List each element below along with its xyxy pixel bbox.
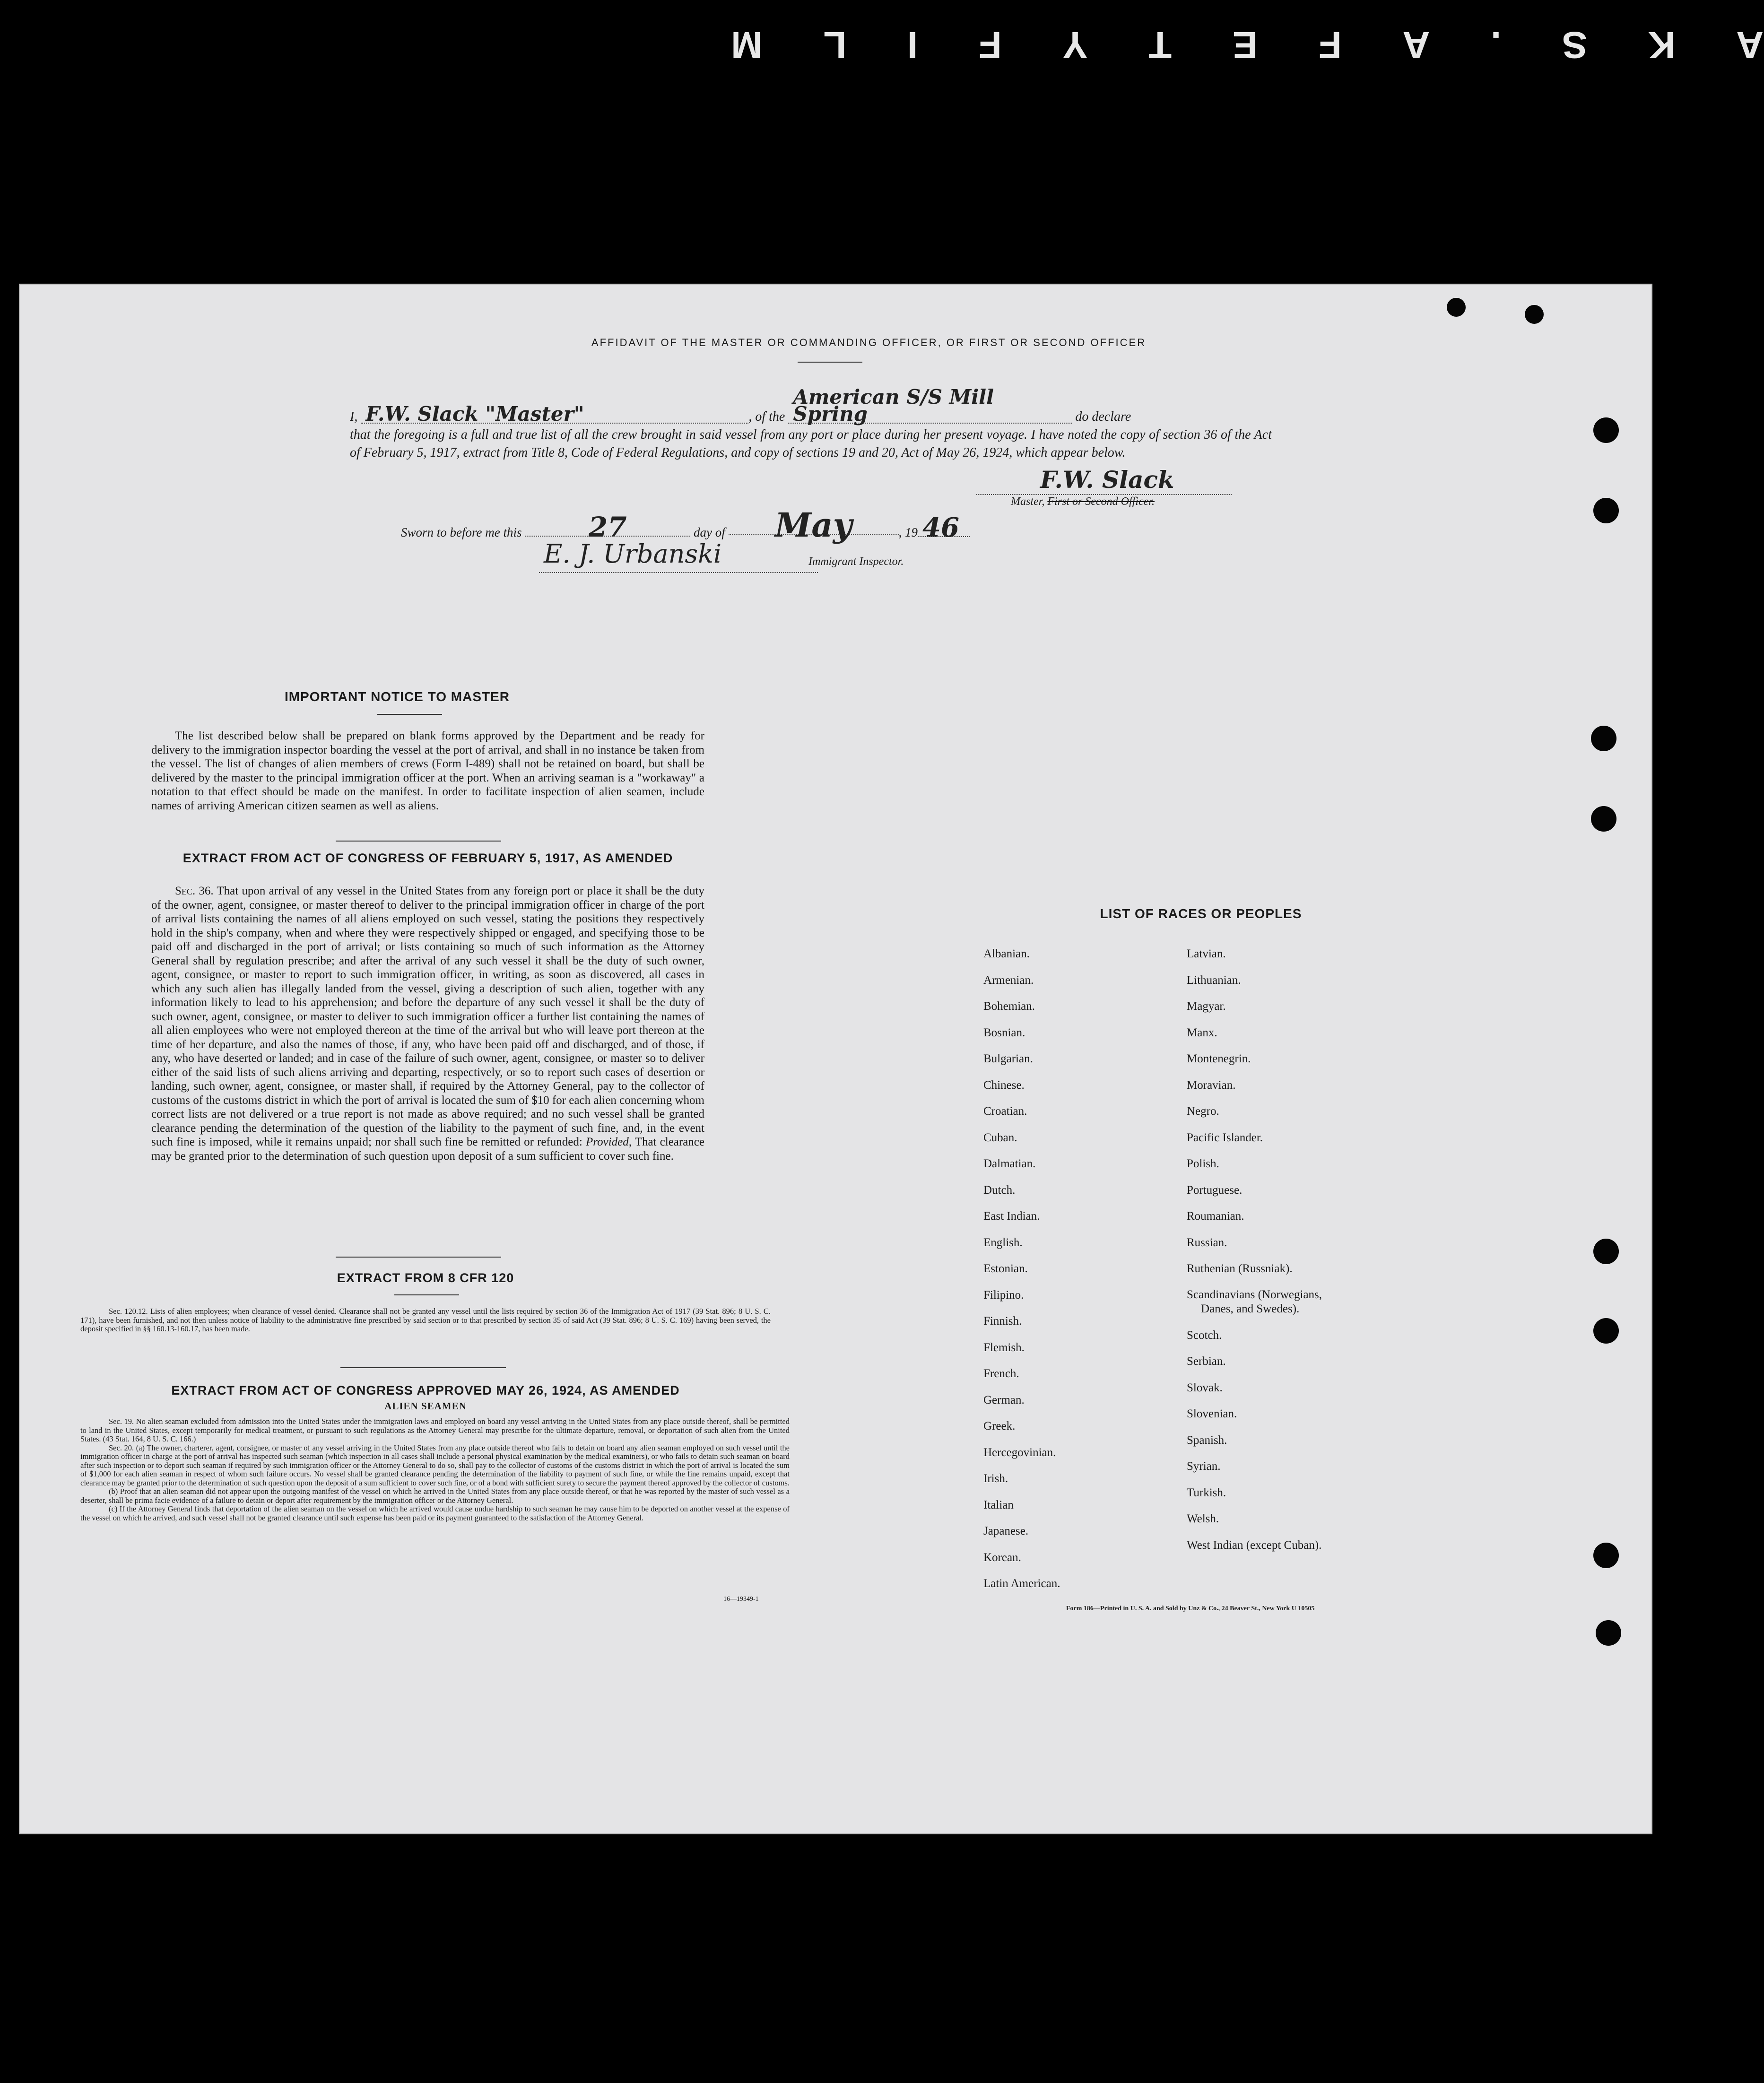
vessel-field: American S/S Mill Spring bbox=[788, 389, 1072, 424]
divider bbox=[394, 1294, 459, 1295]
sec20a-paragraph: Sec. 20. (a) The owner, charterer, agent, consignee, or master of any vessel arriving in the United States from any place outside thereof who fails to detain on board any alien seaman employed on such vessel until the immigration officer in charge at the port of arrival has inspected such seaman (which inspection in all cases shall include a personal physical examination by the medical examiners), or who fails to detain such seaman on board after such inspection or to deport such seaman if required by such immigration officer or the Attorney General to do so, shall pay to the collector of customs of the customs district in which the port of arrival is located the sum of $1,000 for each alien seaman in respect of whom such failure occurs. No vessel shall be granted clearance pending the determination of the liability to payment of such fine, or while the fine remains unpaid, except that clearance may be granted prior to the determination of such question upon the deposit of a sum sufficient to cover such fine, or of a bond with sufficient surety to secure the payment thereof approved by the collector of customs. bbox=[80, 1443, 790, 1487]
proviso-text: That clearance may be granted prior to the determination of such question upon deposit of a sum sufficient to cover such fine. bbox=[151, 1136, 704, 1163]
race-item: Polish. bbox=[1187, 1157, 1219, 1170]
divider bbox=[377, 714, 442, 715]
month-field: May bbox=[729, 517, 899, 535]
race-item: Croatian. bbox=[983, 1105, 1027, 1118]
declarant-field: F.W. Slack "Master" bbox=[361, 406, 748, 424]
punch-hole bbox=[1447, 298, 1466, 317]
sec36-label: Sec. 36. bbox=[175, 885, 214, 897]
race-item: Spanish. bbox=[1187, 1433, 1227, 1447]
races-column-2 bbox=[1187, 941, 1322, 1558]
race-item: Scandinavians (Norwegians, bbox=[1187, 1288, 1322, 1301]
master-title-label: Master, bbox=[1011, 495, 1045, 508]
race-item: French. bbox=[983, 1367, 1019, 1380]
race-item: Filipino. bbox=[983, 1288, 1024, 1302]
film-letter: K bbox=[1645, 24, 1676, 66]
races-title: LIST OF RACES OR PEOPLES bbox=[1100, 906, 1302, 921]
punch-hole bbox=[1593, 1543, 1619, 1568]
proviso-label: Provided, bbox=[586, 1136, 632, 1148]
punch-hole bbox=[1525, 305, 1544, 324]
affidavit-body: that the foregoing is a full and true list of all the crew brought in said vessel from any port or place during her present voyage. I have noted the copy of section 36 of the Act of February 5, 1917, extract from Title 8, Code of Federal Regulations, and copy of sections 19 and 20, Act of May 26, 1924, which appear below. bbox=[350, 427, 1272, 460]
sec19-paragraph: Sec. 19. No alien seaman excluded from admission into the United States under the immigration laws and employed on board any vessel arriving in the United States from any place outside thereof, shall be permitted to land in the United States, except temporarily for medical treatment, or pursuant to such regulations as the Attorney General may prescribe for the ultimate departure, removal, or deportation of such alien from the United States. (43 Stat. 164, 8 U. S. C. 166.) bbox=[80, 1417, 790, 1443]
punch-hole bbox=[1591, 806, 1616, 832]
document-page bbox=[19, 284, 1652, 1834]
affidavit-text bbox=[350, 385, 1272, 462]
race-item: Bohemian. bbox=[983, 1000, 1035, 1013]
race-item: Lithuanian. bbox=[1187, 973, 1241, 987]
race-item: Dalmatian. bbox=[983, 1157, 1036, 1170]
race-item: Estonian. bbox=[983, 1262, 1028, 1275]
film-edge-markings bbox=[728, 19, 1764, 71]
divider bbox=[336, 1257, 501, 1258]
punch-hole bbox=[1593, 1318, 1619, 1344]
do-declare-label: do declare bbox=[1075, 409, 1131, 424]
race-item: Flemish. bbox=[983, 1341, 1025, 1354]
race-item: Armenian. bbox=[983, 973, 1034, 987]
race-item: Chinese. bbox=[983, 1078, 1025, 1092]
race-item: Serbian. bbox=[1187, 1355, 1226, 1368]
divider bbox=[798, 362, 862, 363]
divider bbox=[336, 841, 501, 842]
race-item: Hercegovinian. bbox=[983, 1446, 1056, 1459]
film-letter: S bbox=[1559, 24, 1588, 66]
year-prefix: , 19 bbox=[898, 525, 918, 539]
notice-text: The list described below shall be prepared on blank forms approved by the Department and be ready for delivery to the immigration inspector boarding the vessel at the port of arrival, and shall in no instance be taken from the vessel. The list of changes of alien members of crews (Form I-489) shall not be retained on board, but shall be delivered by the master to the principal immigration officer at the port. When an arriving seaman is a "workaway" a notation to that effect should be made on the manifest. In order to facilitate inspection of alien seamen, include names of arriving American citizen seamen as well as aliens. bbox=[151, 729, 704, 812]
day-field: 27 bbox=[525, 519, 690, 537]
cfr-title: EXTRACT FROM 8 CFR 120 bbox=[337, 1271, 514, 1285]
race-item: Moravian. bbox=[1187, 1078, 1236, 1092]
inspector-title: Immigrant Inspector. bbox=[808, 555, 904, 568]
race-item: English. bbox=[983, 1236, 1023, 1249]
race-item: Negro. bbox=[1187, 1105, 1219, 1118]
race-item: Bosnian. bbox=[983, 1026, 1025, 1039]
punch-hole bbox=[1593, 1239, 1619, 1264]
punch-hole bbox=[1591, 726, 1616, 751]
race-item: Italian bbox=[983, 1498, 1014, 1511]
race-item: Syrian. bbox=[1187, 1460, 1221, 1473]
punch-hole bbox=[1596, 1620, 1621, 1646]
race-item: Dutch. bbox=[983, 1183, 1016, 1197]
extract-1917-text bbox=[151, 884, 704, 1163]
sec20b-paragraph: (b) Proof that an alien seaman did not appear upon the outgoing manifest of the vessel on which he arrived in the United States from any place outside thereof, or that he was reported by the master of such vessel as a deserter, shall be prima facie evidence of a failure to detain or deport after requirement by the immigration officer or the Attorney General. bbox=[80, 1487, 790, 1505]
race-item: Russian. bbox=[1187, 1236, 1227, 1249]
race-item: Finnish. bbox=[983, 1315, 1022, 1328]
race-item: Latvian. bbox=[1187, 947, 1226, 960]
signature-line bbox=[539, 572, 818, 573]
film-letter: A bbox=[1733, 24, 1764, 66]
race-item: Magyar. bbox=[1187, 1000, 1226, 1013]
race-item: Scotch. bbox=[1187, 1328, 1222, 1342]
race-item: Korean. bbox=[983, 1551, 1021, 1564]
race-item: Danes, and Swedes). bbox=[1201, 1302, 1300, 1315]
race-item: Manx. bbox=[1187, 1026, 1217, 1039]
film-letter: . bbox=[1487, 24, 1502, 66]
cfr-text: Sec. 120.12. Lists of alien employees; when clearance of vessel denied. Clearance shall not be granted any vessel until the lists required by section 36 of the Immigration Act of 1917 (39 Stat. 896; 8 U. S. C. 171), have been furnished, and not then unless notice of liability to the administrative fine prescribed by said section or to that prescribed by section 35 of said Act (39 Stat. 896; 8 U. S. C. 169) having been served, the deposit specified in §§ 160.13-160.17, has been made. bbox=[80, 1307, 771, 1333]
day-of-label: day of bbox=[694, 525, 725, 539]
race-item: Greek. bbox=[983, 1420, 1016, 1432]
race-item: Irish. bbox=[983, 1472, 1008, 1485]
year-field: 46 bbox=[918, 519, 970, 537]
race-item: Bulgarian. bbox=[983, 1052, 1033, 1065]
race-item: Roumanian. bbox=[1187, 1210, 1244, 1223]
sworn-line bbox=[401, 505, 970, 545]
race-item: Slovak. bbox=[1187, 1381, 1223, 1394]
film-letter: Y bbox=[1060, 24, 1088, 66]
race-item: Albanian. bbox=[983, 947, 1030, 960]
race-item: Ruthenian (Russniak). bbox=[1187, 1262, 1293, 1275]
race-item: East Indian. bbox=[983, 1210, 1040, 1223]
form-printer-info: Form 186—Printed in U. S. A. and Sold by Unz & Co., 24 Beaver St., New York U 10505 bbox=[1066, 1605, 1315, 1612]
film-letter: E bbox=[1229, 24, 1258, 66]
sworn-label: Sworn to before me this bbox=[401, 525, 522, 539]
film-letter: F bbox=[975, 24, 1002, 66]
extract-1924-text bbox=[80, 1417, 790, 1522]
race-item: Montenegrin. bbox=[1187, 1052, 1251, 1065]
race-item: German. bbox=[983, 1393, 1025, 1406]
film-letter: A bbox=[1399, 24, 1430, 66]
notice-title: IMPORTANT NOTICE TO MASTER bbox=[284, 689, 510, 704]
extract-1924-title: EXTRACT FROM ACT OF CONGRESS APPROVED MAY 26, 1924, AS AMENDED bbox=[171, 1383, 680, 1397]
race-item: Japanese. bbox=[983, 1525, 1029, 1537]
sec20c-paragraph: (c) If the Attorney General finds that deportation of the alien seaman on the vessel on which he arrived would cause undue hardship to such seaman he may cause him to be deported on another vessel at the expense of the vessel on which he arrived, and such vessel shall not be granted clearance until such expense has been paid or its payment guaranteed to the satisfaction of the Attorney General. bbox=[80, 1504, 790, 1522]
affidavit-title: AFFIDAVIT OF THE MASTER OR COMMANDING OFFICER, OR FIRST OR SECOND OFFICER bbox=[591, 337, 1147, 348]
punch-hole bbox=[1593, 417, 1619, 443]
film-letter: F bbox=[1315, 24, 1342, 66]
film-letter: I bbox=[904, 24, 918, 66]
race-item: Welsh. bbox=[1187, 1512, 1219, 1525]
inspector-signature: E. J. Urbanski bbox=[544, 539, 722, 569]
signature-line bbox=[976, 494, 1232, 495]
master-title bbox=[1011, 495, 1155, 508]
punch-hole bbox=[1593, 498, 1619, 523]
form-code: 16—19349-1 bbox=[723, 1596, 759, 1603]
race-item: Slovenian. bbox=[1187, 1407, 1237, 1420]
alien-seamen-subtitle: ALIEN SEAMEN bbox=[384, 1400, 467, 1412]
divider bbox=[340, 1367, 506, 1368]
race-item: West Indian (except Cuban). bbox=[1187, 1538, 1322, 1552]
struck-title: First or Second Officer. bbox=[1047, 495, 1155, 508]
master-signature: F.W. Slack bbox=[1040, 466, 1174, 494]
race-item: Turkish. bbox=[1187, 1486, 1226, 1499]
film-letter: L bbox=[820, 24, 847, 66]
film-letter: M bbox=[728, 24, 763, 66]
races-column-1 bbox=[983, 941, 1060, 1597]
race-item: Pacific Islander. bbox=[1187, 1131, 1263, 1144]
race-item: Latin American. bbox=[983, 1577, 1060, 1590]
film-letter: T bbox=[1146, 24, 1172, 66]
affidavit-i: I, bbox=[350, 409, 358, 424]
extract-1917-title: EXTRACT FROM ACT OF CONGRESS OF FEBRUARY 5, 1917, AS AMENDED bbox=[182, 851, 673, 865]
race-item: Portuguese. bbox=[1187, 1183, 1243, 1197]
of-the-label: , of the bbox=[748, 409, 785, 424]
sec36-body: That upon arrival of any vessel in the United States from any foreign port or place it shall be the duty of the owner, agent, consignee, or master thereof to deliver to the principal immigration officer in charge of the port of arrival lists containing the names of all aliens employed on such vessel, stating the positions they respectively hold in the ship's company, when and where they were respectively shipped or engaged, and specifying those to be paid off and discharged in the port of arrival; or lists containing so much of such information as the Attorney General shall by regulation prescribe; and after the arrival of any such vessel it shall be the duty of such owner, agent, consignee, or master to report to such immigration officer, in writing, as soon as discovered, all cases in which any such alien has illegally landed from the vessel, giving a description of such alien, together with any information likely to lead to his apprehension; and before the departure of any such vessel it shall be the duty of such owner, agent, consignee, or master to deliver to such immigration officer a further list containing the names of all alien employees who were not employed thereon at the time of the arrival but who will leave port thereon at the time of her departure, and also the names of those, if any, who have been paid off and discharged, and of those, if any, who have deserted or landed; and in case of the failure of such owner, agent, consignee, or master so to deliver either of the said lists of such aliens arriving and departing, respectively, or so to report such cases of desertion or landing, such owner, agent, consignee, or master shall, if required by the Attorney General, pay to the collector of customs of the customs district in which the port of arrival is located the sum of $10 for each alien concerning whom correct lists are not delivered or a true report is not made as above required; and no such vessel shall be granted clearance pending the determination of the question of the liability to the payment of such fine, and, in the event such fine is imposed, while it remains unpaid; nor shall such fine be remitted or refunded: bbox=[151, 885, 704, 1148]
race-item: Cuban. bbox=[983, 1131, 1017, 1144]
